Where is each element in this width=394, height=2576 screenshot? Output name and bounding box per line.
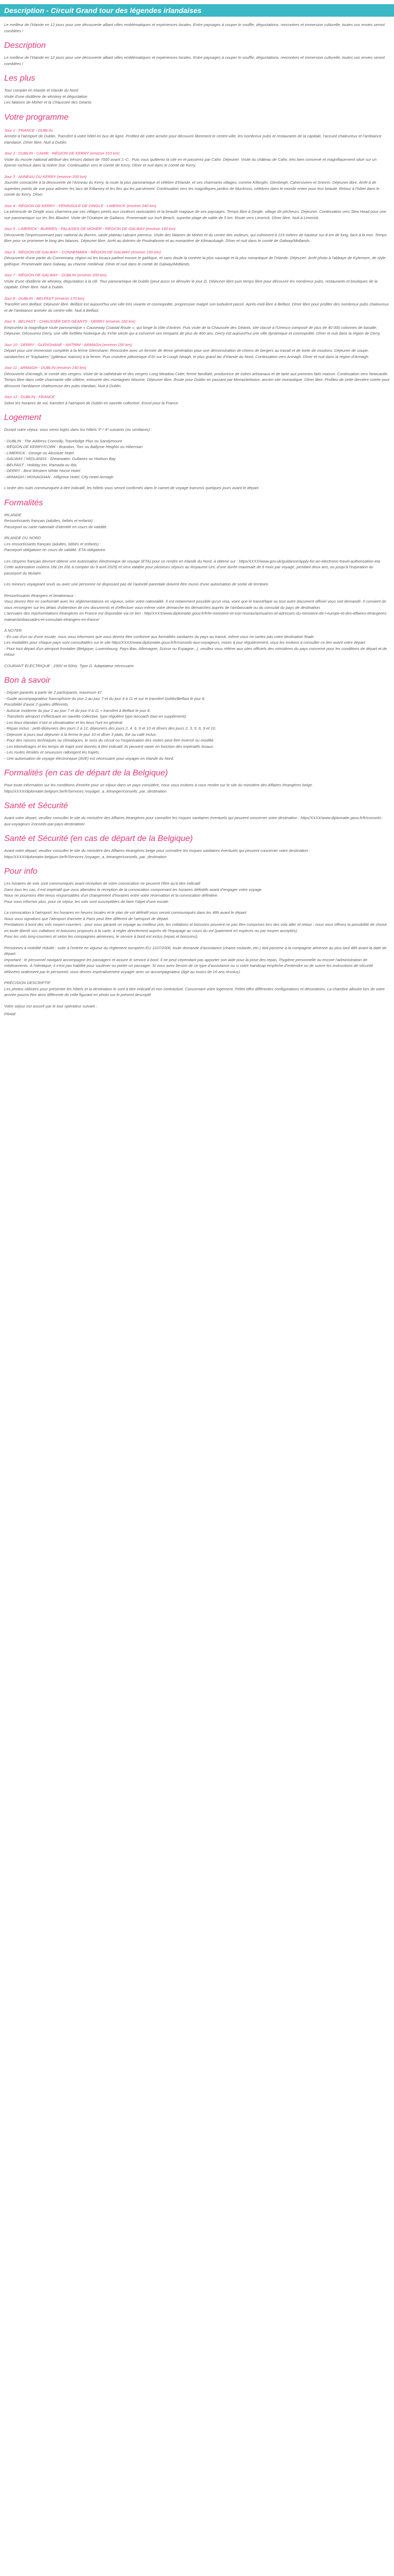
list-item: - Repas inclus : petit-déjeuners des jours 2 à 12, déjeuners des jours 2, 4, 6, 9 et 10 et dîners des jours 2, 3, 5, 6, 9 et 10.: [4, 726, 216, 731]
list-item: - Une autorisation de voyage électronique (AVE) est nécessaire pour voyager en Irlande du Nord.: [4, 756, 175, 761]
sante-belgique-title: Santé et Sécurité (en cas de départ de la Belgique): [4, 834, 193, 843]
list-item: - BELFAST : Holiday Inn, Ramada ou Ibis: [4, 462, 77, 467]
list-item: - DERRY : Best Western White Horse Hotel: [4, 468, 81, 473]
day-text: Empruntez la magnifique route panoramique « Causeway Coastal Route », qui longe la côte d'Antrim. Puis visite de la Chaussée des Géants, site classé à l'Unesco composé de plus de 40 000 colonnes de basalte. Déjeuner. Découvrez Derry, une ville fortifiée historique du XVIIe siècle qui a conservé ses remparts de plus de 400 ans. Derry est aujourd'hui une ville dynamique et cosmopolite. Dîner et nuit dans la région de Derry.: [4, 325, 381, 336]
day-text: Visite du musée national attribué des trésors datant de 7000 avant J.-C.. Puis vous quitterez la cité en et passerez par Cahir. Déjeuner. Visite du château de Cahir, très bien conservé et magnifiquement situé sur un éperon rocheux dans la rivière Suir. Continuation vers le comté de Kerry. Dîner et nuit dans le comté de Kerry.: [4, 157, 377, 168]
day-text: La péninsule de Dingle vous charmera par ses villages peints aux couleurs ravissantes et la beauté magique de ses paysages. Temps libre à Dingle, village de pêcheurs. Déjeuner. Continuation vers Slea Head pour une vue panoramique sur les îles Blasket. Visite de l'Oratoire de Gallarus. Promenade sur Inch Beach, superbe plage de sable de 5 km. Route vers Limerick. Dîner libre. Nuit à Limerick.: [4, 209, 386, 220]
description-text: Le meilleur de l'Irlande en 12 jours pour une découverte alliant villes emblématiques et expériences locales. Entre paysages à couper le souffle, dégustations, rencontres et immersion culturelle, toutes vos envies seront comblées !: [4, 55, 385, 66]
precision-text: Les photos utilisées pour présenter les hôtels et la destination le sont à titre indicatif et non contractuel. Concernant votre logement, l'hôtel offre différentes configurations et décorations. La chambre allouée lors de votre arrivée pourra être ainsi différente de celle figurant en photo sur le présent descriptif.: [4, 986, 385, 997]
day-title: Jour 10 : DERRY - GLENSHANE - ANTRIM - ARMAGH (environ 150 km): [4, 342, 132, 347]
plus-title: Les plus: [4, 74, 35, 83]
list-item: - RÉGION DE KERRY/CORK : Brandon, Torc ou Ballyroe Heights ou Hibernian: [4, 444, 143, 449]
list-item: - DUBLIN : The Address Connolly, Travelodge Plus ou Sandymount: [4, 438, 122, 443]
sante-text: Avant votre départ, veuillez consulter le site du ministère des Affaires étrangères pour connaître les risques sanitaires éventuels qui peuvent concerner votre destination : https/XXXX/www.diplomatie.gouv.fr/fr/conseils-aux-voyageurs /conseils-par-pays-destination/: [4, 815, 383, 826]
formalites-title: Formalités: [4, 498, 43, 507]
logement-intro: Durant votre séjour, vous serez logés dans les hôtels 3* / 4* suivants (ou similaires) :: [4, 427, 152, 432]
day-text: Arrivée à l'aéroport de Dublin. Transfert à votre hôtel en bus de ligne. Profitez de votre arrivée pour découvrir librement le centre-ville, les nombreux pubs et restaurants de la capitale, l'accueil chaleureux et l'ambiance irlandaise. Dîner libre. Nuit à Dublin.: [4, 134, 382, 145]
list-item: - Transferts aéroport s'effectuant en navette collective, type régulière type Aircoach (taxi en supplément).: [4, 714, 187, 719]
day-title: Jour 7 : RÉGION DE GALWAY - DUBLIN (environ 200 km): [4, 273, 107, 277]
day-title: Jour 3 : ANNEAU DU KERRY (environ 200 km): [4, 174, 87, 179]
description-title: Description: [4, 41, 46, 50]
list-item: Tour complet en Irlande et Irlande du Nord: [4, 88, 78, 93]
list-item: - Départ garantis à partir de 2 participants, maximum 47.: [4, 690, 103, 695]
day-title: Jour 9 : BELFAST - CHAUSSÉE DES GÉANTS - DERRY (environ 160 km): [4, 319, 136, 324]
day-text: Découverte d'une partie du Connemara, région où les locaux parlent encore le gaélique, et sans doute la contrée la plus sauvage et la plus romantique de l'Irlande. Déjeuner. Arrêt photo à l'abbaye de Kylemore, de style gothique. Promenade dans Galway, au charme médiéval. Dîner et nuit dans le comté de Galway/Midlands.: [4, 256, 386, 266]
day-text: Transfert vers Belfast. Déjeuner libre. Belfast est aujourd'hui une ville très vivante et cosmopolite, progressive malgré son turbulent passé. Après-midi libre à Belfast. Dîner libre pour profiter des nombreux pubs chaleureux et de l'ambiance animée du centre-ville. Nuit à Belfast.: [4, 302, 389, 313]
list-item: - Les routes étroites et sinueuses rallongent les trajets.: [4, 750, 100, 755]
day-title: Jour 11 : ARMAGH - DUBLIN (environ 140 km): [4, 365, 86, 370]
list-item: - LIMERICK : George ou Absolute Hotel: [4, 450, 74, 455]
formalites-text: Les ressortissants français (adultes, bébés et enfants) : Passeport obligatoire en cours de validité. ETA obligatoire.: [4, 541, 107, 552]
precision-title: PRÉCISION DESCRIPTIF: [4, 980, 51, 985]
logement-note: L'ordre des nuits communiquée à titre indicatif, les hôtels vous seront confirmés dans le carnet de voyage transmis quelques jours avant le départ.: [4, 486, 260, 490]
list-item: - Autocar moderne du jour 2 au jour 7 et du jour 9 à 11 + transfert à Belfast le jour 8.: [4, 708, 151, 713]
day-title: Jour 4 : RÉGION DE KERRY - PÉNINSULE DE DINGLE - LIMERICK (environ 240 km): [4, 203, 156, 208]
formalites-text: Ressortissants français (adultes, bébés et enfants) : Passeport ou carte nationale d'identité en cours de validité.: [4, 518, 108, 529]
pour-info-title: Pour info: [4, 867, 38, 876]
formalites-text: Les mineurs voyageant seuls ou avec une personne ne disposant pas de l'autorité parentale doivent être munis d'une autorisation de sortie de territoire.: [4, 582, 269, 586]
plus-list: [4, 87, 390, 106]
formalites-label: IRLANDE: [4, 512, 21, 517]
hotel-list: [4, 438, 390, 480]
formalites-text: - En cas d'un ou d'une escale, nous vous informons que vous devrez être conforme aux formalités sanitaires du pays au transit, même vous ne sortez pas votre destination finale. Les modalités pour chaque pays sont consultables sur le site https/XXXX/www.diplomatie.gouv.fr/fr/conseils-aux-voyageurs, mises à jour régulièrement, vous les invitons à consulter ce lien avant votre départ. - Pour tout départ d'un aéroport frontalier (Belgique, Luxembourg, Pays-Bas, Allemagne, Suisse ou Espagne...), veuillez vous référer aux sites officiels des ministères du pays concerné pour les conditions de départ et de retour.: [4, 634, 387, 657]
pour-info-text: La convocation à l'aéroport, les horaires en heures locales et le plan de vol définitif vous seront communiqués dans les 48h avant le départ. Nous vous signalons que l'aéroport d'arrivée à Paris peut être différent de l'aéroport de départ. Prestations à bord des vols moyen-courriers : pour vous garantir un voyage au meilleur prix, les collations et boissons peuvent ne pas être comprises lors des vols aller et retour ; nous vous offrons la possibilité de choisir en toute liberté vos collations et boissons proposés à la carte, à régler directement auprès de l'équipage au cours du vol (paiement en espèces ou par moyen acceptés). Pour les vols long-courriers et selon les compagnies aériennes, le service à bord est inclus (repas et boissons).: [4, 910, 387, 939]
formalites-label: À NOTER: [4, 628, 22, 633]
formalites-blocks: [4, 512, 390, 669]
formalites-label: IRLANDE DU NORD: [4, 535, 41, 540]
day-text: Visite d'une distillerie de whiskey, dégustation à la clé. Tour panoramique de Dublin (peut aussi se dérouler le jour 2). Déjeuner libre puis temps libre pour découvrir les nombreux pubs, restaurants et boutiques de la capitale. Dîner libre. Nuit à Dublin.: [4, 278, 378, 289]
formalites-belgique-text: Pour toute information sur les conditions d'entrée pour un séjour dans un pays considéré, nous vous invitons à vous rendre sur le site du ministère des Affaires étrangères belge. https/XXXX/diplomatie.belgium.be/fr/Services /voyager_a_letranger/conseils_par_destination: [4, 783, 313, 794]
day-title: Jour 12 : DUBLIN - FRANCE: [4, 394, 55, 399]
day-title: Jour 8 : DUBLIN - BELFAST (environ 170 km): [4, 296, 85, 301]
list-item: Les falaises de Moher et la Chaussée des Géants: [4, 100, 92, 105]
operator-footer: Votre séjour est assuré par le tour opérateur suivant :: [4, 1003, 98, 1009]
formalites-belgique-title: Formalités (en cas de départ de la Belgique): [4, 769, 168, 777]
day-text: Départ pour une immersion complète à la ferme Glenshane. Rencontre avec un fermier de 4ème génération pour une démonstration de chiens de bergers au travail et de tonte de moutons. Déjeuner de soupe, sandwiches et "traybakes" (gâteaux maison) à la ferme. Puis croisière pittoresque d'1h sur le Lough Neagh, le plus grand lac d'Irlande du Nord. Continuation vers Armagh. Dîner et nuit dans la région d'Armagh.: [4, 348, 370, 359]
list-item: - Pour des raisons techniques ou climatiques, le sens du circuit ou l'organisation des visites peut être inversé ou modifié.: [4, 738, 215, 743]
list-item: - Déjeuner à jours tout déjeuner à la ferme le jour 10 et dîner 3 plats, thé ou café inclus.: [4, 732, 157, 737]
day-title: Jour 2 : DUBLIN - CAHIR - RÉGION DE KERRY (environ 310 km): [4, 151, 120, 156]
list-item: Possibilité d'avoir 2 guides différents.: [4, 702, 69, 707]
pour-info-text: Personnes à mobilité réduite : suite à l'entrée en vigueur du règlement européen EU 1107/2006, toute demande d'assistance (chaise roulante, etc.) doit parvenir à la compagnie aérienne au plus tard 48h avant la date de départ. Important : le personnel navigant accompagne les passagers et assure le service à bord. Il ne peut cependant pas apporter son aide pour la prise des repas, l'hygiène personnelle ou encore l'administration de médicaments. À l'identique, il n'est pas habilité pour soulever ou porter un passager. Si vous avez besoin de ce type d'assistance ou si votre handicap empêche d'entendre ou de suivre les instructions de sécurité délivrées oralement par le personnel, vous devrez impérativement voyager avec un accompagnateur (âgé au moins de 16 ans révolus).: [4, 945, 387, 974]
day-title: Jour 1 : FRANCE - DUBLIN: [4, 127, 53, 133]
bon-savoir-title: Bon à savoir: [4, 676, 50, 685]
page-title-banner: Description - Circuit Grand tour des légendes irlandaises: [0, 4, 394, 17]
day-text: Selon les horaires de vol, transfert à l'aéroport de Dublin en navette collective. Envol pour la France.: [4, 400, 179, 405]
day-title: Jour 5 : LIMERICK - BURREN - FALAISES DE MOHER - RÉGION DE GALWAY (environ 190 km): [4, 226, 176, 231]
formalites-text: COURANT ÉLECTRIQUE : 230V et 50Hz. Type G. Adaptateur nécessaire.: [4, 663, 135, 668]
logement-title: Logement: [4, 413, 42, 422]
list-item: - Guide accompagnateur francophone du jour 2 au jour 7 et du jour 9 à 11 et sur le transfert Dublin/Belfast le jour 8.: [4, 696, 205, 701]
list-item: - ARMAGH / MONAGHAN : Hillgrove Hotel, City Hotel Armagh: [4, 474, 113, 479]
sante-title: Santé et Sécurité: [4, 801, 68, 810]
formalites-text: Les citoyens français devront obtenir une Autorisation électronique de voyage (ETA) pour se rendre en Irlande du Nord, à obtenir sur : https/XXXX/www.gov.uk/guidance/apply-for-an-electronic-travel-authorisation-eta Cette autorisation coûtera 16£ (et 20£ à compter du 9 avril 2025) et sera valable pour plusieurs séjours au Royaume-Uni, d'une durée maximale de 6 mois par voyage, pendant deux ans, ou jusqu'à l'expiration du passeport du titulaire.: [4, 558, 380, 576]
page: [0, 4, 394, 1017]
day-text: Découverte d'Armagh, le comté des vergers. Visite de la cathédrale et des vergers Long Meadow Cider, ferme familiale, productrice de cidres artisanaux et de tarte aux pommes faits maison. Continuation vers Newcastle. Temps libre dans cette charmante ville côtière, entourée des montagnes Mourne. Déjeuner libre. Route pour Dublin en passant par Monasterboice, ancien site monastique. Dîner libre. Profitez de cette dernière soirée pour découvrir l'ambiance chaleureuse des pubs irlandais. Nuit à Dublin.: [4, 371, 390, 388]
main-content: [0, 22, 394, 1017]
programme-title: Votre programme: [4, 112, 69, 122]
bon-savoir-list: [4, 690, 390, 761]
day-text: Journée consacrée à la découverte de l'Anneau du Kerry, la route la plus panoramique et célèbre d'Irlande, et ses charmants villages, comme Killorglin, Glenbeigh, Cahersiveen et Sneem. Déjeuner libre. Arrêt à de superbes points de vue pour admirer les lacs de Killarney et les îles qui les parsèment. Continuation vers les magnifiques jardins de Muckross, célèbres dans le monde entier pour leur beauté. Retour à l'hôtel dans le comté du Kerry. Dîner.: [4, 180, 379, 197]
programme-days: [4, 127, 390, 406]
day-title: Jour 6 : RÉGION DE GALWAY - CONNEMARA - RÉGION DE GALWAY (environ 150 km): [4, 249, 161, 254]
intro-text: Le meilleur de l'Irlande en 12 jours pour une découverte alliant villes emblématiques et expériences locales. Entre paysages à couper le souffle, dégustations, rencontres et immersion culturelle, toutes vos envies seront comblées !: [4, 22, 385, 33]
list-item: - Les kilométrages et les temps de trajet sont donnés à titre indicatif, ils peuvent varier en fonction des impératifs locaux.: [4, 744, 214, 749]
operator-name: FRAM: [4, 1012, 16, 1016]
list-item: Visite d'une distillerie de whiskey et dégustation: [4, 94, 88, 99]
day-text: Découverte l'impressionnant parc national du Burren, vaste plateau calcaire pierreux. Visite des falaises de Moher et du centre des visiteurs, qui culminent à 215 mètres de hauteur sur 8 km de long, face à la mer. Temps libre pour se promener le long des falaises. Déjeuner libre. Arrêt au dolmen de Poulnabrone et au monastère de Kilmacduagh. Dîner et nuit dans le comté de Galway/Midlands.: [4, 232, 387, 243]
sante-belgique-text: Avant votre départ, veuillez consulter le site du ministère des Affaires étrangères belge pour connaître les risques sanitaires éventuels qui peuvent concerner votre destination : https/XXXX/diplomatie.belgium.be/fr/Services /voyager_a_letranger/conseils_par_destination: [4, 848, 310, 859]
formalites-text: Ressortissants étrangers et binationaux : Vous devrez être en conformité avec les réglementations en vigueur, selon votre nationalité. Il est notamment possible qu'un visa, voire que le transit/tape ou tout autre document officiel vous soit demandé. Il convient de vous renseigner sur les délais d'obtention de ces documents et d'effectuer vous-même votre démarche les démarches auprès de l'ambassade ou du consulat du pays de destination. L'annuaire des représentations étrangères en France est disponible via ce lien : http/XXXX/www.diplomatie.gouv.fr/fr/le-ministere-et-son-reseau/annuaires-et-adresses-du-ministere-de-l-europe-et-des-affaires-etrangeres-maeae/ambassades-et-consulats-etrangers-en-france/: [4, 593, 388, 622]
list-item: - GALWAY / MIDLANDS : Shearwater, Gullanes ou Hodson Bay: [4, 456, 116, 461]
pour-info-text: Les horaires de vols sont communiqués avant réception de votre convocation ne peuvent l'être qu'à titre indicatif. Dans tous les cas, il est impératif que vous attendiez la réception de la convocation comprenant les horaires définitifs avant d'engager votre voyage. Nous ne pourrions être tenus responsables d'un changement d'horaires entre votre réservation et la convocation définitive. Pour vous informer plus, pour ce séjour, les vols sont susceptibles de faire l'objet d'une escale.: [4, 881, 263, 904]
list-item: - Les lieux irlandais n'ont ni climatisation et les lieux l'ont en général.: [4, 720, 124, 725]
